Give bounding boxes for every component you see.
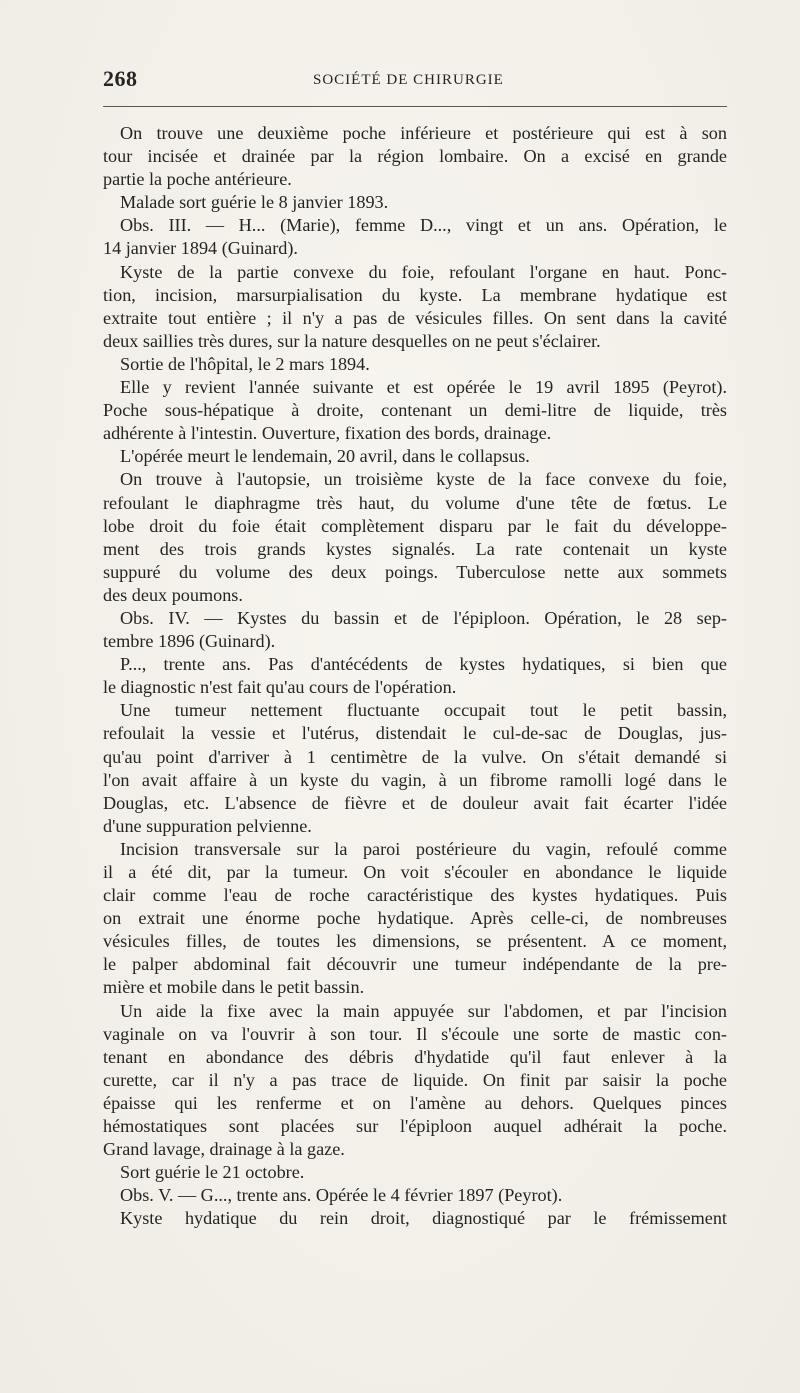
text-line: Douglas, etc. L'absence de fièvre et de douleur avait fait écarter l'idée <box>103 792 727 813</box>
text-line: tion, incision, marsurpialisation du kyste. La membrane hydatique est <box>103 284 727 305</box>
text-line: Elle y revient l'année suivante et est opérée le 19 avril 1895 (Peyrot). <box>120 377 727 398</box>
text-line: lobe droit du foie était complètement disparu par le fait du développe- <box>103 515 727 536</box>
text-line: curette, car il n'y a pas trace de liquide. On finit par saisir la poche <box>103 1069 727 1090</box>
text-line: Kyste de la partie convexe du foie, refoulant l'organe en haut. Ponc- <box>120 261 727 282</box>
text-line: Grand lavage, drainage à la gaze. <box>103 1139 345 1160</box>
text-line: Kyste hydatique du rein droit, diagnostiqué par le frémissement <box>120 1208 727 1229</box>
text-line: Un aide la fixe avec la main appuyée sur l'abdomen, et par l'incision <box>120 1000 727 1021</box>
text-line: vésicules filles, de toutes les dimensions, se présentent. A ce moment, <box>103 931 727 952</box>
text-line: mière et mobile dans le petit bassin. <box>103 977 365 998</box>
text-line: d'une suppuration pelvienne. <box>103 815 312 836</box>
text-line: hémostatiques sont placées sur l'épiploon auquel adhérait la poche. <box>103 1116 727 1137</box>
text-line: clair comme l'eau de roche caractéristique des kystes hydatiques. Puis <box>103 885 727 906</box>
text-line: il a été dit, par la tumeur. On voit s'écouler en abondance le liquide <box>103 862 727 882</box>
text-line: ment des trois grands kystes signalés. La rate contenait un kyste <box>103 538 727 559</box>
text-line: refoulait la vessie et l'utérus, distendait le cul-de-sac de Douglas, jus- <box>103 723 727 744</box>
text-line: Obs. III. — H... (Marie), femme D..., vingt et un ans. Opération, le <box>120 215 727 236</box>
text-line: Malade sort guérie le 8 janvier 1893. <box>120 192 389 213</box>
running-title: SOCIÉTÉ DE CHIRURGIE <box>313 72 504 88</box>
text-line: tembre 1896 (Guinard). <box>103 631 276 652</box>
text-line: adhérente à l'intestin. Ouverture, fixation des bords, drainage. <box>103 423 552 444</box>
text-line: refoulant le diaphragme très haut, du volume d'une tête de fœtus. Le <box>103 492 727 513</box>
text-line: 14 janvier 1894 (Guinard). <box>103 238 298 259</box>
text-line: Incision transversale sur la paroi postérieure du vagin, refoulé comme <box>120 838 727 859</box>
text-line: Une tumeur nettement fluctuante occupait tout le petit bassin, <box>120 700 727 721</box>
page-header <box>103 66 727 98</box>
text-line: Obs. IV. — Kystes du bassin et de l'épiploon. Opération, le 28 sep- <box>120 607 727 628</box>
text-line: On trouve à l'autopsie, un troisième kyste de la face convexe du foie, <box>120 469 727 490</box>
text-line: partie la poche antérieure. <box>103 169 292 190</box>
text-line: le palper abdominal fait découvrir une tumeur indépendante de la pre- <box>103 954 727 975</box>
text-line: vaginale on va l'ouvrir à son tour. Il s'écoule une sorte de mastic con- <box>103 1023 727 1044</box>
text-line: le diagnostic n'est fait qu'au cours de l'opération. <box>103 677 457 698</box>
text-line: L'opérée meurt le lendemain, 20 avril, dans le collapsus. <box>120 446 530 467</box>
text-line: on extrait une énorme poche hydatique. Après celle-ci, de nombreuses <box>103 908 727 929</box>
text-line: suppuré du volume des deux poings. Tuberculose nette aux sommets <box>103 561 727 582</box>
text-line: des deux poumons. <box>103 584 243 605</box>
text-line: Obs. V. — G..., trente ans. Opérée le 4 février 1897 (Peyrot). <box>120 1185 563 1206</box>
body-text <box>103 122 727 1231</box>
text-line: tour incisée et drainée par la région lombaire. On a excisé en grande <box>103 146 727 167</box>
text-line: On trouve une deuxième poche inférieure et postérieure qui est à son <box>120 123 727 143</box>
text-line: épaisse qui les renferme et on l'amène au dehors. Quelques pinces <box>103 1092 727 1113</box>
header-rule <box>103 106 727 107</box>
text-line: Sort guérie le 21 octobre. <box>120 1162 305 1183</box>
text-line: Poche sous-hépatique à droite, contenant un demi-litre de liquide, très <box>103 400 727 421</box>
text-line: Sortie de l'hôpital, le 2 mars 1894. <box>120 353 370 374</box>
page-number: 268 <box>103 66 138 91</box>
text-line: l'on avait affaire à un kyste du vagin, à un fibrome ramolli logé dans le <box>103 769 727 790</box>
text-line: P..., trente ans. Pas d'antécédents de kystes hydatiques, si bien que <box>120 654 727 675</box>
text-line: deux saillies très dures, sur la nature desquelles on ne peut s'éclairer. <box>103 330 601 351</box>
text-line: tenant en abondance des débris d'hydatide qu'il faut enlever à la <box>103 1046 727 1067</box>
text-line: extraite tout entière ; il n'y a pas de vésicules filles. On sent dans la cavité <box>103 307 727 328</box>
text-line: qu'au point d'arriver à 1 centimètre de la vulve. On s'était demandé si <box>103 746 727 767</box>
